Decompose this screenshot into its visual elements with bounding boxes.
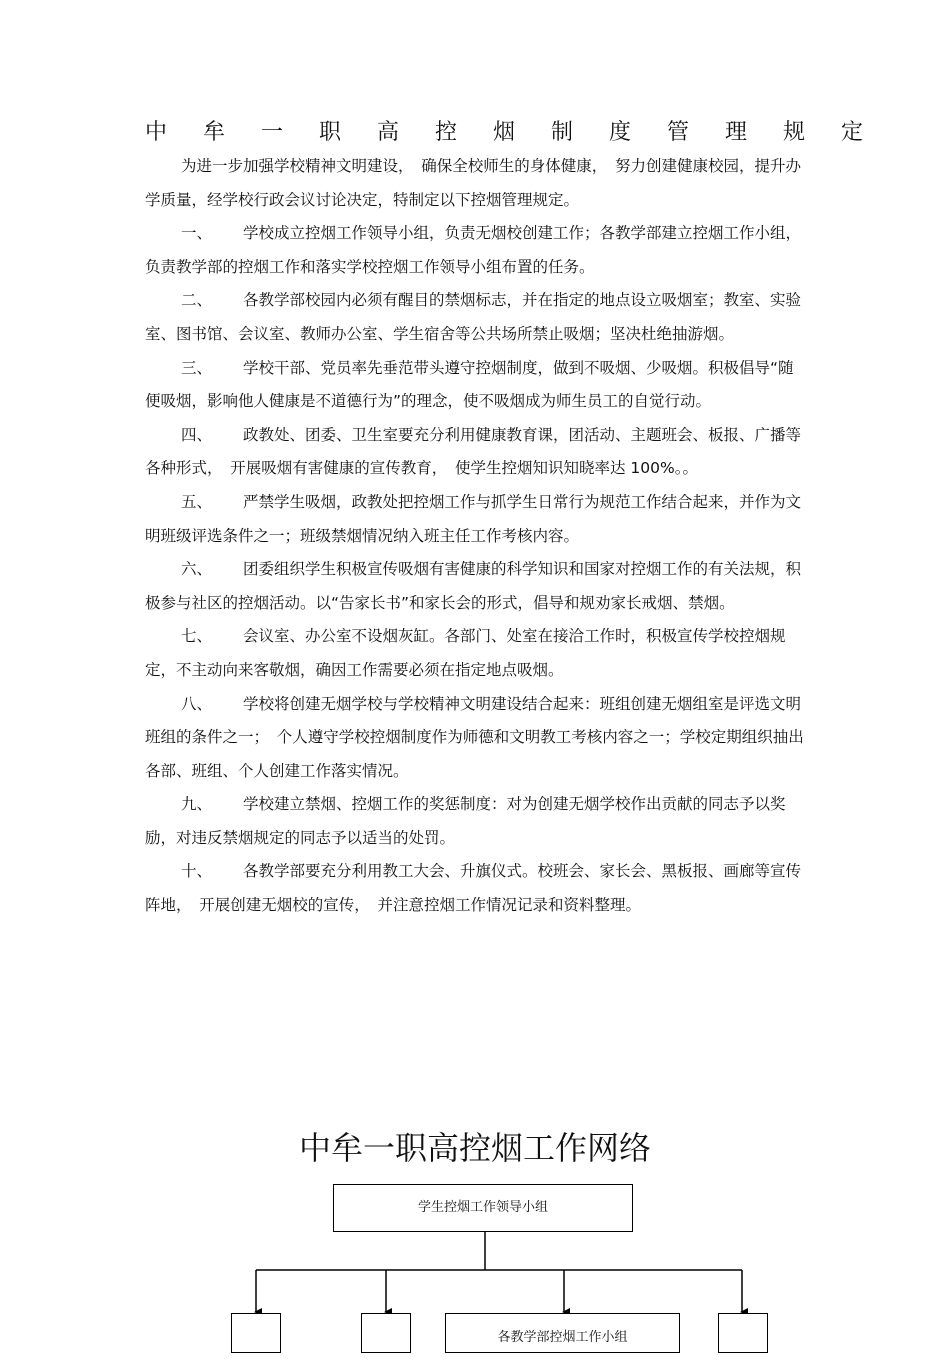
page-title: 中牟一职高控烟制度管理规定	[145, 120, 900, 145]
clause-text: 学校建立禁烟、控烟工作的奖惩制度：对为创建无烟学校作出贡献的同志予以奖励，对违反禁烟规定的同志予以适当的处罚。	[145, 795, 786, 847]
clause-number: 四、	[181, 425, 213, 444]
intro-paragraph: 为进一步加强学校精神文明建设， 确保全校师生的身体健康， 努力创建健康校园，提升办学质量，经学校行政会议讨论决定，特制定以下控烟管理规定。	[145, 157, 802, 209]
clause-number: 三、	[181, 358, 213, 377]
clause-text: 各教学部要充分利用教工大会、升旗仪式。校班会、家长会、黑板报、画廊等宣传阵地， 开展创建无烟校的宣传， 并注意控烟工作情况记录和资料整理。	[145, 862, 802, 915]
network-title: 中牟一职高控烟工作网络	[298, 1129, 651, 1167]
clause-text: 学校干部、党员率先垂范带头遵守控烟制度，做到不吸烟、少吸烟。积极倡导“随便吸烟，影响他人健康是不道德行为”的理念，使不吸烟成为师生员工的自觉行动。	[145, 358, 794, 411]
clause-text: 会议室、办公室不设烟灰缸。各部门、处室在接洽工作时，积极宣传学校控烟规定，不主动向来客敬烟，确因工作需要必须在指定地点吸烟。	[145, 627, 786, 679]
clause-text: 各教学部校园内必须有醒目的禁烟标志，并在指定的地点设立吸烟室；教室、实验室、图书馆、会议室、教师办公室、学生宿舍等公共场所禁止吸烟；坚决杜绝抽游烟。	[145, 291, 802, 343]
clause-number: 一、	[181, 224, 213, 243]
clause-text: 严禁学生吸烟，政教处把控烟工作与抓学生日常行为规范工作结合起来，并作为文明班级评选条件之一；班级禁烟情况纳入班主任工作考核内容。	[145, 492, 802, 545]
clause-number: 九、	[181, 795, 213, 814]
clause-number: 七、	[181, 627, 213, 646]
clause-text: 学校将创建无烟学校与学校精神文明建设结合起来：班组创建无烟组室是评选文明班组的条件之一； 个人遵守学校控烟制度作为师德和文明教工考核内容之一；学校定期组织抽出各部、班组、个人创建工作落实情况。	[145, 694, 804, 780]
department-group-box: 各教学部控烟工作小组	[445, 1313, 680, 1353]
clause-number: 八、	[181, 694, 213, 713]
unit-box	[231, 1313, 281, 1353]
clause-text: 政教处、团委、卫生室要充分利用健康教育课，团活动、主题班会、板报、广播等各种形式， 开展吸烟有害健康的宣传教育， 使学生控烟知识知晓率达 100%。。	[145, 425, 802, 478]
clause-number: 六、	[181, 560, 213, 579]
clause-number: 五、	[181, 492, 213, 511]
clause-number: 十、	[181, 862, 213, 881]
clause-number: 二、	[181, 291, 213, 310]
clause-text: 学校成立控烟工作领导小组，负责无烟校创建工作；各教学部建立控烟工作小组，负责教学部的控烟工作和落实学校控烟工作领导小组布置的任务。	[145, 224, 802, 276]
clause-text: 团委组织学生积极宣传吸烟有害健康的科学知识和国家对控烟工作的有关法规，积极参与社区的控烟活动。以“告家长书”和家长会的形式，倡导和规劝家长戒烟、禁烟。	[145, 560, 802, 612]
unit-box	[361, 1313, 411, 1353]
leadership-group-box: 学生控烟工作领导小组	[333, 1184, 633, 1232]
unit-box	[718, 1313, 768, 1353]
